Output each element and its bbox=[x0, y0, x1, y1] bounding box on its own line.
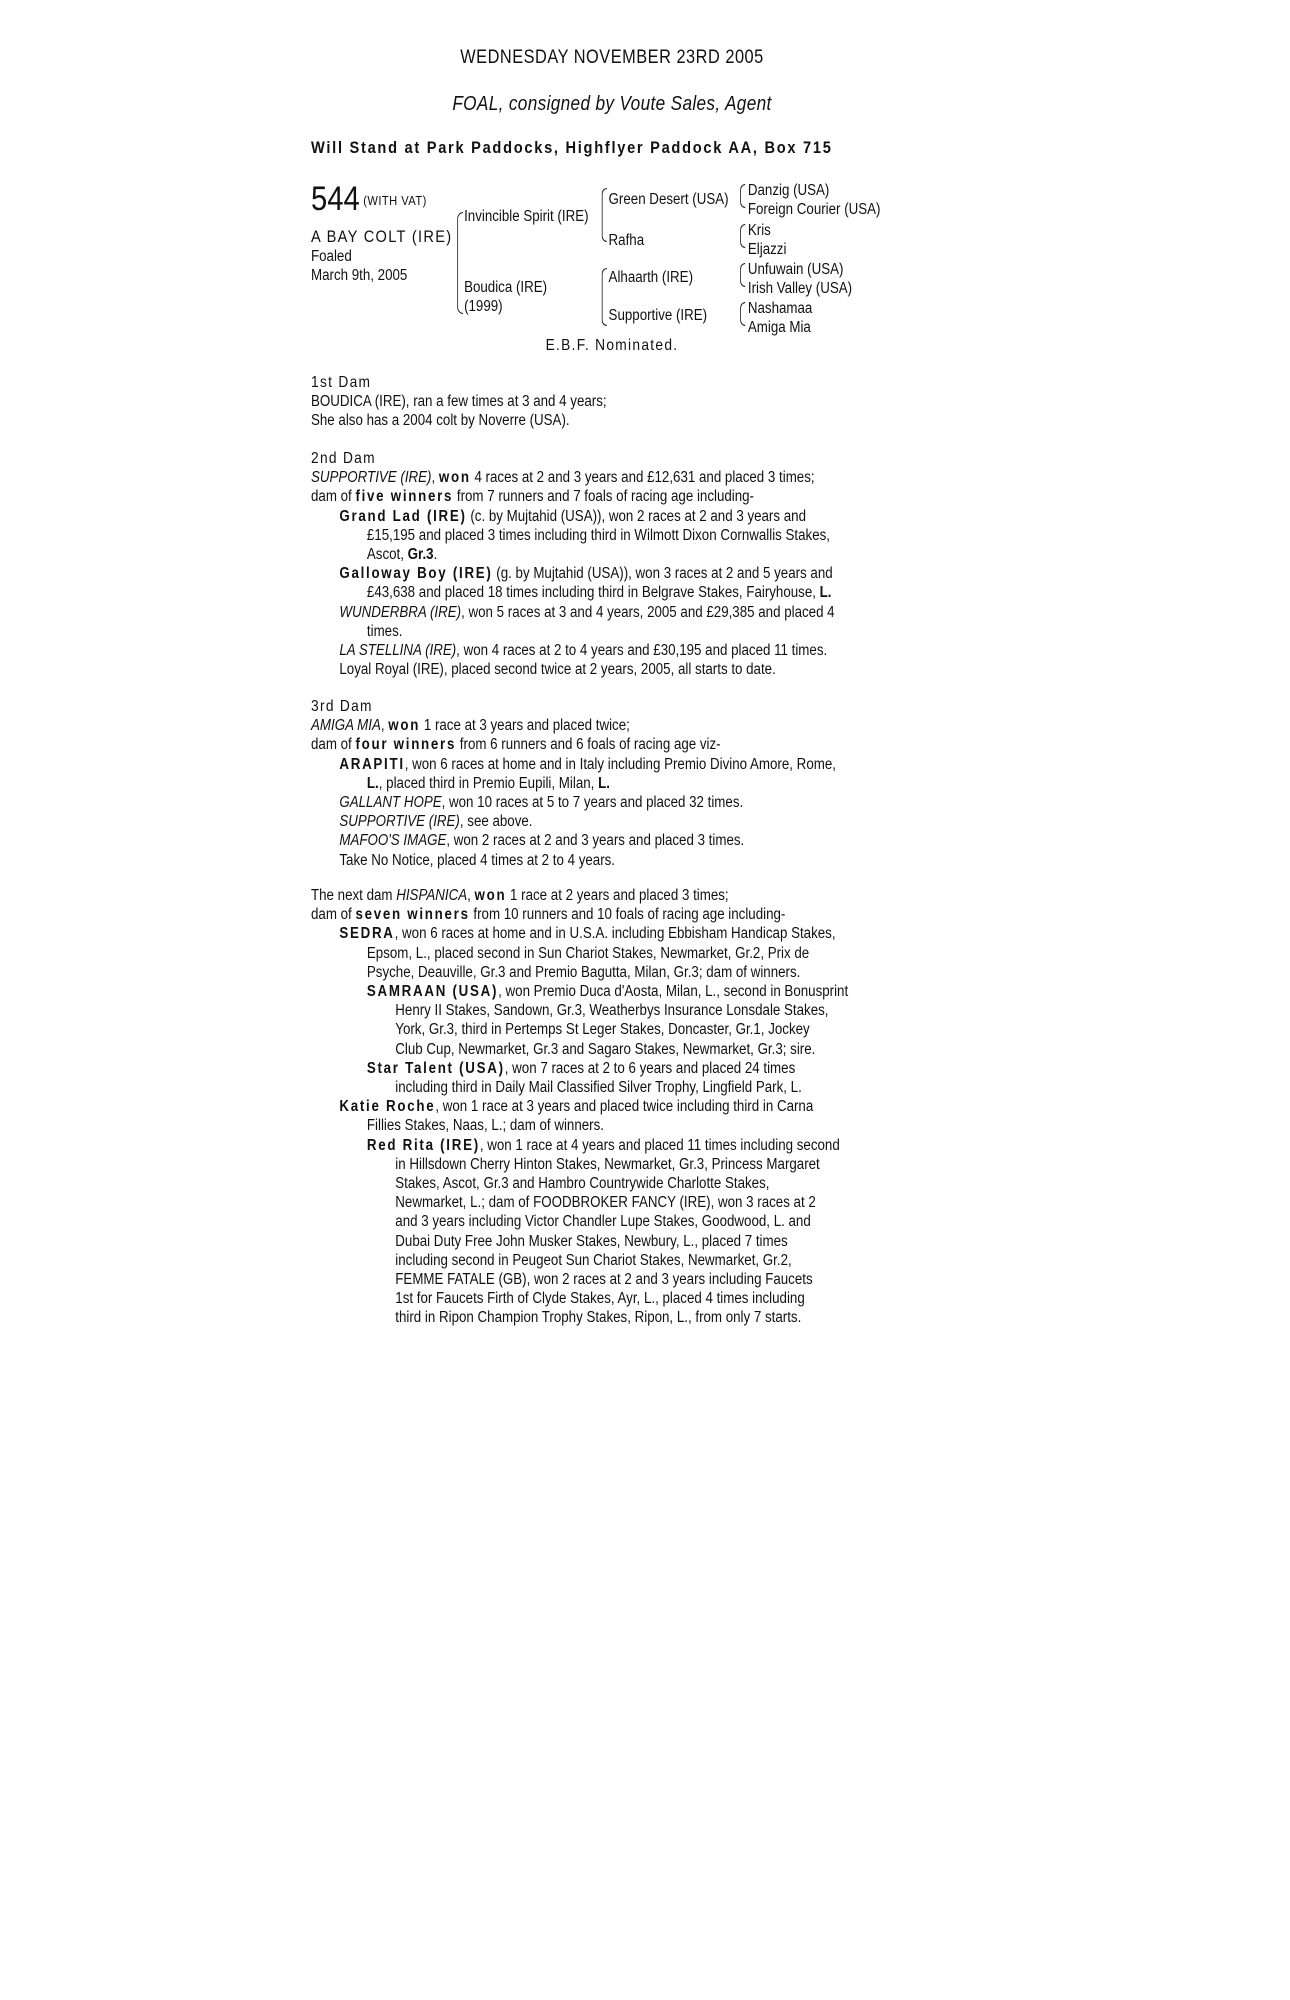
gen3-2: Foreign Courier (USA) bbox=[747, 201, 881, 218]
gen3-8: Amiga Mia bbox=[747, 319, 811, 336]
produce-entry: SAMRAAN (USA), won Premio Duca d'Aosta, Milan, L., second in Bonusprint bbox=[366, 983, 849, 1001]
lot-number: 544 bbox=[311, 180, 360, 218]
produce-entry-cont: Ascot, Gr.3. bbox=[366, 546, 438, 564]
next-dam-line: The next dam HISPANICA, won 1 race at 2 years and placed 3 times; bbox=[311, 887, 729, 904]
gen3-6: Irish Valley (USA) bbox=[747, 280, 853, 297]
next-dam-line: dam of seven winners from 10 runners and 10 foals of racing age including- bbox=[311, 906, 786, 924]
produce-entry-cont: Club Cup, Newmarket, Gr.3 and Sagaro Stakes, Newmarket, Gr.3; sire. bbox=[395, 1040, 816, 1058]
produce-entry-cont: L., placed third in Premio Eupili, Milan, L. bbox=[366, 774, 610, 792]
produce-entry-cont: Psyche, Deauville, Gr.3 and Premio Bagutta, Milan, Gr.3; dam of winners. bbox=[366, 963, 801, 981]
produce-entry: Grand Lad (IRE) (c. by Mujtahid (USA)), won 2 races at 2 and 3 years and bbox=[339, 507, 806, 525]
produce-entry: SUPPORTIVE (IRE), see above. bbox=[339, 813, 533, 831]
sale-date: WEDNESDAY NOVEMBER 23RD 2005 bbox=[460, 47, 764, 68]
first-dam-line: BOUDICA (IRE), ran a few times at 3 and 4 years; bbox=[311, 393, 607, 411]
produce-entry: Star Talent (USA), won 7 races at 2 to 6 years and placed 24 times bbox=[366, 1059, 796, 1077]
produce-entry-cont: in Hillsdown Cherry Hinton Stakes, Newmarket, Gr.3, Princess Margaret bbox=[395, 1155, 820, 1173]
second-dam-line: dam of five winners from 7 runners and 7 foals of racing age including- bbox=[311, 488, 755, 506]
produce-entry-cont: 1st for Faucets Firth of Clyde Stakes, Ayr, L., placed 4 times including bbox=[395, 1290, 805, 1308]
second-dam-section bbox=[311, 449, 913, 679]
gen3-3: Kris bbox=[747, 222, 771, 239]
produce-entry-cont: including second in Peugeot Sun Chariot Stakes, Newmarket, Gr.2, bbox=[395, 1251, 792, 1269]
produce-entry: SEDRA, won 6 races at home and in U.S.A. including Ebbisham Handicap Stakes, bbox=[339, 925, 836, 943]
foaled-date: March 9th, 2005 bbox=[311, 267, 408, 284]
gen3-5: Unfuwain (USA) bbox=[747, 261, 844, 278]
gen3-brace-4 bbox=[740, 302, 745, 326]
produce-entry-cont: Fillies Stakes, Naas, L.; dam of winners. bbox=[366, 1117, 604, 1135]
lot-number-block bbox=[311, 180, 427, 220]
produce-entry-cont: Newmarket, L.; dam of FOODBROKER FANCY (IRE), won 3 races at 2 bbox=[395, 1194, 816, 1212]
third-dam-line: dam of four winners from 6 runners and 6 foals of racing age viz- bbox=[311, 736, 721, 754]
produce-entry: MAFOO'S IMAGE, won 2 races at 2 and 3 years and placed 3 times. bbox=[339, 832, 745, 850]
gen3-4: Eljazzi bbox=[747, 241, 787, 258]
ebf-nomination: E.B.F. Nominated. bbox=[545, 337, 679, 354]
produce-entry-cont: times. bbox=[366, 622, 403, 640]
sire-sire: Green Desert (USA) bbox=[608, 191, 729, 208]
first-dam-line: She also has a 2004 colt by Noverre (USA). bbox=[311, 412, 570, 430]
third-dam-line: AMIGA MIA, won 1 race at 3 years and placed twice; bbox=[311, 717, 630, 735]
gen3-brace-2 bbox=[740, 224, 745, 248]
produce-entry-cont: FEMME FATALE (GB), won 2 races at 2 and 3 years including Faucets bbox=[395, 1271, 813, 1289]
vat-note: (WITH VAT) bbox=[363, 193, 427, 209]
dam-year: (1999) bbox=[464, 298, 503, 315]
produce-entry-cont: Dubai Duty Free John Musker Stakes, Newbury, L., placed 7 times bbox=[395, 1232, 788, 1250]
produce-entry: LA STELLINA (IRE), won 4 races at 2 to 4 years and £30,195 and placed 11 times. bbox=[339, 642, 828, 660]
produce-entry-cont: £43,638 and placed 18 times including third in Belgrave Stakes, Fairyhouse, L. bbox=[366, 584, 832, 602]
second-dam-heading: 2nd Dam bbox=[311, 450, 376, 467]
sire-brace bbox=[602, 188, 607, 242]
gen3-7: Nashamaa bbox=[747, 300, 813, 317]
produce-entry-cont: including third in Daily Mail Classified Silver Trophy, Lingfield Park, L. bbox=[395, 1079, 802, 1097]
produce-entry: Galloway Boy (IRE) (g. by Mujtahid (USA)), won 3 races at 2 and 5 years and bbox=[339, 565, 833, 583]
pedigree-brace bbox=[457, 212, 463, 314]
lot-description: A BAY COLT (IRE) bbox=[311, 227, 453, 246]
sire-dam: Rafha bbox=[608, 232, 645, 249]
gen3-brace-3 bbox=[740, 263, 745, 287]
third-dam-section bbox=[311, 697, 913, 870]
produce-entry-cont: York, Gr.3, third in Pertemps St Leger Stakes, Doncaster, Gr.1, Jockey bbox=[395, 1021, 810, 1039]
produce-entry: ARAPITI, won 6 races at home and in Italy including Premio Divino Amore, Rome, bbox=[339, 755, 836, 773]
dam-name: Boudica (IRE) bbox=[464, 279, 548, 296]
first-dam-heading: 1st Dam bbox=[311, 374, 372, 391]
produce-entry: WUNDERBRA (IRE), won 5 races at 3 and 4 years, 2005 and £29,385 and placed 4 bbox=[339, 603, 835, 621]
produce-entry-cont: and 3 years including Victor Chandler Lupe Stakes, Goodwood, L. and bbox=[395, 1213, 811, 1231]
dam-dam: Supportive (IRE) bbox=[608, 307, 708, 324]
second-dam-line: SUPPORTIVE (IRE), won 4 races at 2 and 3 years and £12,631 and placed 3 times; bbox=[311, 469, 815, 487]
first-dam-section bbox=[311, 373, 913, 431]
produce-entry: Red Rita (IRE), won 1 race at 4 years and placed 11 times including second bbox=[366, 1136, 840, 1154]
produce-entry-cont: £15,195 and placed 3 times including third in Wilmott Dixon Cornwallis Stakes, bbox=[366, 526, 830, 544]
produce-entry-cont: Stakes, Ascot, Gr.3 and Hambro Countrywide Charlotte Stakes, bbox=[395, 1175, 770, 1193]
gen3-1: Danzig (USA) bbox=[747, 182, 830, 199]
produce-entry: Take No Notice, placed 4 times at 2 to 4 years. bbox=[339, 851, 616, 869]
dam-brace bbox=[602, 268, 607, 326]
produce-entry-cont: third in Ripon Champion Trophy Stakes, Ripon, L., from only 7 starts. bbox=[395, 1309, 802, 1327]
produce-entry-cont: Henry II Stakes, Sandown, Gr.3, Weatherbys Insurance Lonsdale Stakes, bbox=[395, 1002, 829, 1020]
stand-location: Will Stand at Park Paddocks, Highflyer Paddock AA, Box 715 bbox=[311, 138, 833, 157]
dam-name: SUPPORTIVE (IRE) bbox=[311, 469, 432, 487]
third-dam-heading: 3rd Dam bbox=[311, 698, 373, 715]
foaled-label: Foaled bbox=[311, 248, 352, 265]
sire-name: Invincible Spirit (IRE) bbox=[464, 208, 589, 225]
next-dam-section bbox=[311, 886, 913, 1328]
produce-entry: Katie Roche, won 1 race at 3 years and placed twice including third in Carna bbox=[339, 1098, 814, 1116]
produce-entry-cont: Epsom, L., placed second in Sun Chariot Stakes, Newmarket, Gr.2, Prix de bbox=[366, 944, 810, 962]
produce-entry: GALLANT HOPE, won 10 races at 5 to 7 years and placed 32 times. bbox=[339, 794, 744, 812]
gen3-brace-1 bbox=[740, 184, 745, 208]
consignor-line: FOAL, consigned by Voute Sales, Agent bbox=[452, 93, 772, 115]
dam-sire: Alhaarth (IRE) bbox=[608, 269, 694, 286]
produce-entry: Loyal Royal (IRE), placed second twice at 2 years, 2005, all starts to date. bbox=[339, 661, 776, 679]
